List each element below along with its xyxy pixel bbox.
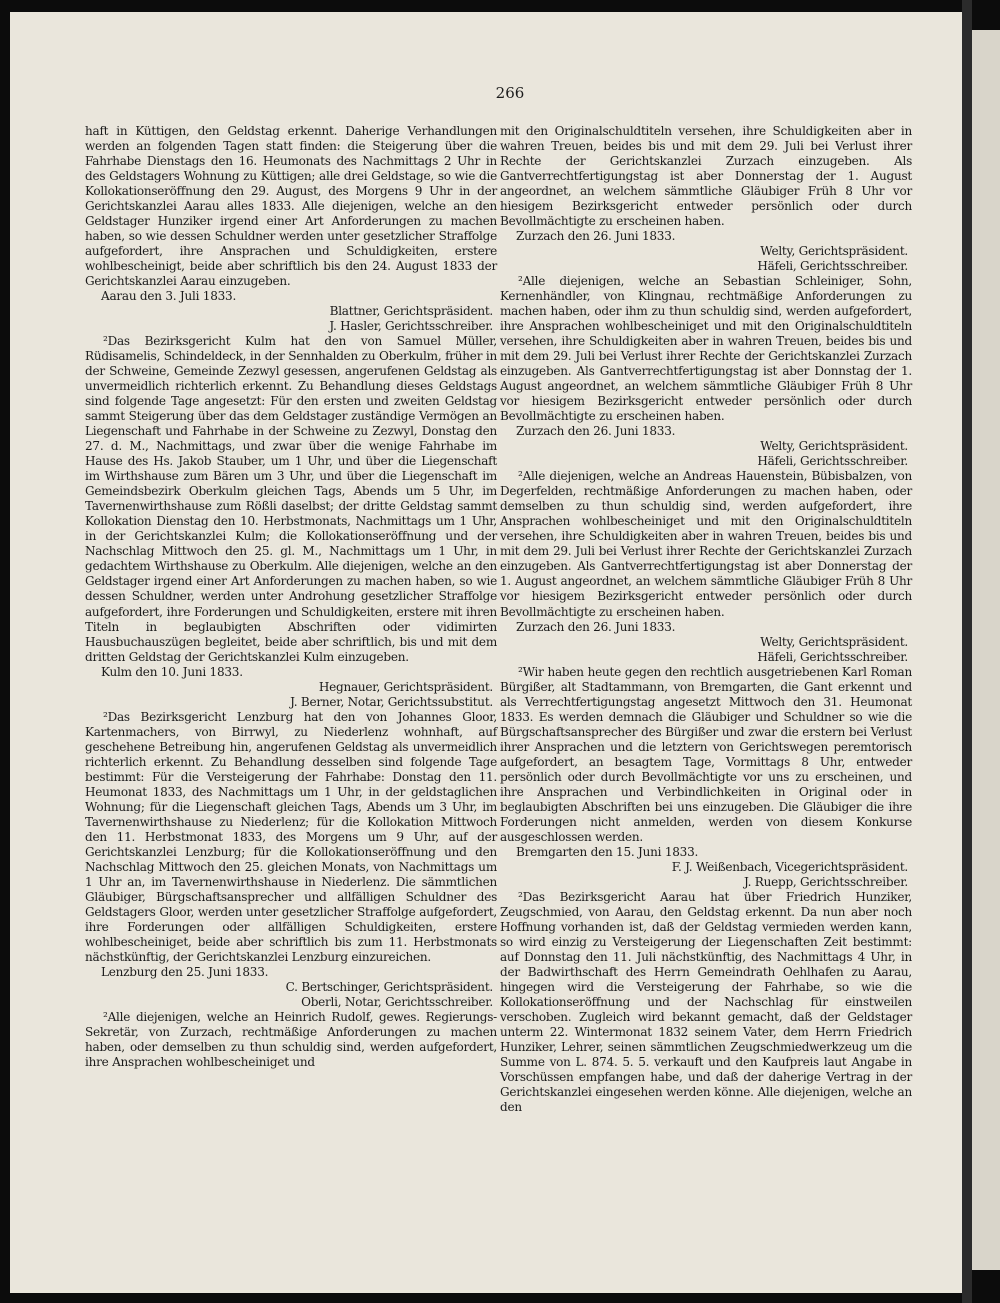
left-column	[85, 124, 497, 1070]
dateline: Lenzburg den 25. Juni 1833.	[101, 964, 269, 979]
right-column	[500, 124, 912, 1115]
dateline: Kulm den 10. Juni 1833.	[101, 664, 243, 679]
notice-paragraph: ²Wir haben heute gegen den rechtlich ausgetriebenen Karl Roman Bürgißer, alt Stadtammann, von Bremgarten, die Gant erkennt und als Verrechtfertigungstag angesetzt Mittwoch den 31. Heumonat 1833. Es werden demnach die Gläubiger und Schuldner so wie die Bürgschaftsansprecher des Bürgißer und zwar die erstern bei Verlust ihrer Ansprachen und die letztern von Gerichtswegen peremtorisch aufgefordert, an besagtem Tage, Vormittags 8 Uhr, entweder persönlich oder durch Bevollmächtigte vor uns zu erscheinen, und ihre Ansprachen und Verbindlichkeiten in Original oder in beglaubigten Abschriften bei uns einzugeben. Die Gläubiger die ihre Forderungen nicht anmelden, werden von diesem Konkurse ausgeschlossen werden.	[500, 664, 912, 844]
signature-line: Welty, Gerichtspräsident.	[760, 439, 908, 454]
facing-page-edge	[972, 30, 1000, 1270]
signature-line: Oberli, Notar, Gerichtsschreiber.	[301, 994, 493, 1009]
signature-line: F. J. Weißenbach, Vicegerichtspräsident.	[671, 859, 908, 874]
dateline: Aarau den 3. Juli 1833.	[101, 289, 237, 304]
notice-paragraph: ²Das Bezirksgericht Kulm hat den von Samuel Müller, Rüdisamelis, Schindeldeck, in der Sennhalden zu Oberkulm, früher in der Schweine, Gemeinde Zezwyl gesessen, angerufenen Geldstag als unvermeidlich richterlich erkennt. Zu Behandlung dieses Geldstags sind folgende Tage angesetzt: Für den ersten und zweiten Geldstag sammt Steigerung über das dem Geldstager zuständige Vermögen an Liegenschaft und Fahrhabe in der Schweine zu Zezwyl, Donstag den 27. d. M., Nachmittags, und zwar über die wenige Fahrhabe im Hause des Hs. Jakob Stauber, um 1 Uhr, und über die Liegenschaft im Wirthshause zum Bären um 3 Uhr, und über die Liegenschaft im Gemeindsbezirk Oberkulm gleichen Tags, Abends um 5 Uhr, im Tavernenwirthshause zum Rößli daselbst; der dritte Geldstag sammt Kollokation Dienstag den 10. Herbstmonats, Nachmittags um 1 Uhr, in der Gerichtskanzlei Kulm; die Kollokationseröffnung und der Nachschlag Mittwoch den 25. gl. M., Nachmittags um 1 Uhr, in gedachtem Wirthshause zu Oberkulm. Alle diejenigen, welche an den Geldstager irgend einer Art Anforderungen zu machen haben, so wie dessen Schuldner, werden unter Androhung gesetzlicher Straffolge aufgefordert, ihre Forderungen und Schuldigkeiten, erstere mit ihren Titeln in beglaubigten Abschriften oder vidimirten Hausbuchauszügen begleitet, beide aber schriftlich, bis und mit dem dritten Geldstag der Gerichtskanzlei Kulm einzugeben.	[85, 334, 497, 664]
signature-line: Häfeli, Gerichtsschreiber.	[757, 649, 908, 664]
dateline: Zurzach den 26. Juni 1833.	[516, 619, 676, 634]
signature-line: Häfeli, Gerichtsschreiber.	[757, 454, 908, 469]
notice-paragraph: ²Das Bezirksgericht Aarau hat über Friedrich Hunziker, Zeugschmied, von Aarau, den Geldstag erkennt. Da nun aber noch Hoffnung vorhanden ist, daß der Geldstag vermieden werden kann, so wird einzig zu Versteigerung der Liegenschaften Zeit bestimmt: auf Donnstag den 11. Juli nächstkünftig, des Nachmittags 4 Uhr, in der Badwirthschaft des Herrn Gemeindrath Oehlhafen zu Aarau, hingegen wird die Versteigerung der Fahrhabe, so wie die Kollokationseröffnung und der Nachschlag für einstweilen verschoben. Zugleich wird bekannt gemacht, daß der Geldstager unterm 22. Wintermonat 1832 seinem Vater, dem Herrn Friedrich Hunziker, Lehrer, seinen sämmtlichen Zeugschmiedwerkzeug um die Summe von L. 874. 5. 5. verkauft und den Kaufpreis laut Angabe in Vorschüssen empfangen habe, und daß der daherige Vertrag in der Gerichtskanzlei eingesehen werden könne. Alle diejenigen, welche an den	[500, 889, 912, 1115]
signature-line: J. Hasler, Gerichtsschreiber.	[329, 319, 493, 334]
signature-line: Welty, Gerichtspräsident.	[760, 634, 908, 649]
page-gutter	[962, 0, 972, 1303]
signature-line: J. Ruepp, Gerichtsschreiber.	[743, 874, 908, 889]
signature-line: Häfeli, Gerichtsschreiber.	[757, 259, 908, 274]
dateline: Zurzach den 26. Juni 1833.	[516, 229, 676, 244]
signature-line: Hegnauer, Gerichtspräsident.	[318, 679, 493, 694]
notice-paragraph: ²Alle diejenigen, welche an Andreas Hauenstein, Bübisbalzen, von Degerfelden, rechtmäßige Anforderungen zu machen haben, oder demselben zu thun schuldig sind, werden aufgefordert, ihre Ansprachen wohlbescheiniget und mit den Originalschuldtiteln versehen, ihre Schuldigkeiten aber in wahren Treuen, beides bis und mit dem 29. Juli bei Verlust ihrer Rechte der Gerichtskanzlei Zurzach einzugeben. Als Gantverrechtfertigungstag ist aber Donnerstag der 1. August angeordnet, an welchem sämmtliche Gläubiger Früh 8 Uhr vor hiesigem Bezirksgericht entweder persönlich oder durch Bevollmächtigte zu erscheinen haben.	[500, 469, 912, 619]
dateline: Zurzach den 26. Juni 1833.	[516, 424, 676, 439]
page-number: 266	[495, 84, 525, 102]
notice-continuation: haft in Küttigen, den Geldstag erkennt. Daherige Verhandlungen werden an folgenden Tagen statt finden: die Steigerung über die Fahrhabe Dienstags den 16. Heumonats des Nachmittags 2 Uhr in des Geldstagers Wohnung zu Küttigen; alle drei Geldstage, so wie die Kollokationseröffnung den 29. August, des Morgens 9 Uhr in der Gerichtskanzlei Aarau alles 1833. Alle diejenigen, welche an den Geldstager Hunziker irgend einer Art Anforderungen zu machen haben, so wie dessen Schuldner werden unter gesetzlicher Straffolge aufgefordert, ihre Ansprachen und Schuldigkeiten, erstere wohlbescheinigt, beide aber schriftlich bis den 24. August 1833 der Gerichtskanzlei Aarau einzugeben.	[85, 124, 497, 289]
newspaper-page	[10, 12, 962, 1293]
signature-line: C. Bertschinger, Gerichtspräsident.	[285, 979, 493, 994]
notice-paragraph: ²Alle diejenigen, welche an Heinrich Rudolf, gewes. Regierungs-Sekretär, von Zurzach, rechtmäßige Anforderungen zu machen haben, oder demselben zu thun schuldig sind, werden aufgefordert, ihre Ansprachen wohlbescheiniget und	[85, 1009, 497, 1069]
signature-line: Blattner, Gerichtspräsident.	[329, 304, 493, 319]
signature-line: Welty, Gerichtspräsident.	[760, 244, 908, 259]
signature-line: J. Berner, Notar, Gerichtssubstitut.	[290, 694, 493, 709]
notice-paragraph: ²Alle diejenigen, welche an Sebastian Schleiniger, Sohn, Kernenhändler, von Klingnau, rechtmäßige Anforderungen zu machen haben, oder ihm zu thun schuldig sind, werden aufgefordert, ihre Ansprachen wohlbescheiniget und mit den Originalschuldtiteln versehen, ihre Schuldigkeiten aber in wahren Treuen, beides bis und mit dem 29. Juli bei Verlust ihrer Rechte der Gerichtskanzlei Zurzach einzugeben. Als Gantverrechtfertigungstag ist aber Donnstag der 1. August angeordnet, an welchem sämmtliche Gläubiger Früh 8 Uhr vor hiesigem Bezirksgericht entweder persönlich oder durch Bevollmächtigte zu erscheinen haben.	[500, 274, 912, 424]
dateline: Bremgarten den 15. Juni 1833.	[516, 844, 699, 859]
notice-continuation: mit den Originalschuldtiteln versehen, ihre Schuldigkeiten aber in wahren Treuen, beides bis und mit dem 29. Juli bei Verlust ihrer Rechte der Gerichtskanzlei Zurzach einzugeben. Als Gantverrechtfertigungstag ist aber Donnerstag der 1. August angeordnet, an welchem sämmtliche Gläubiger Früh 8 Uhr vor hiesigem Bezirksgericht entweder persönlich oder durch Bevollmächtigte zu erscheinen haben.	[500, 124, 912, 229]
notice-paragraph: ²Das Bezirksgericht Lenzburg hat den von Johannes Gloor, Kartenmachers, von Birrwyl, zu Niederlenz wohnhaft, auf geschehene Betreibung hin, angerufenen Geldstag als unvermeidlich richterlich erkennt. Zu Behandlung desselben sind folgende Tage bestimmt: Für die Versteigerung der Fahrhabe: Donstag den 11. Heumonat 1833, des Nachmittags um 1 Uhr, in der geldstaglichen Wohnung; für die Liegenschaft gleichen Tags, Abends um 3 Uhr, im Tavernenwirthshause zu Niederlenz; für die Kollokation Mittwoch den 11. Herbstmonat 1833, des Morgens um 9 Uhr, auf der Gerichtskanzlei Lenzburg; für die Kollokationseröffnung und den Nachschlag Mittwoch den 25. gleichen Monats, von Nachmittags um 1 Uhr an, im Tavernenwirthshause in Niederlenz. Die sämmtlichen Gläubiger, Bürgschaftsansprecher und allfälligen Schuldner des Geldstagers Gloor, werden unter gesetzlicher Straffolge aufgefordert, ihre Forderungen oder allfälligen Schuldigkeiten, erstere wohlbescheiniget, beide aber schriftlich bis zum 11. Herbstmonats nächstkünftig, der Gerichtskanzlei Lenzburg einzureichen.	[85, 709, 497, 964]
